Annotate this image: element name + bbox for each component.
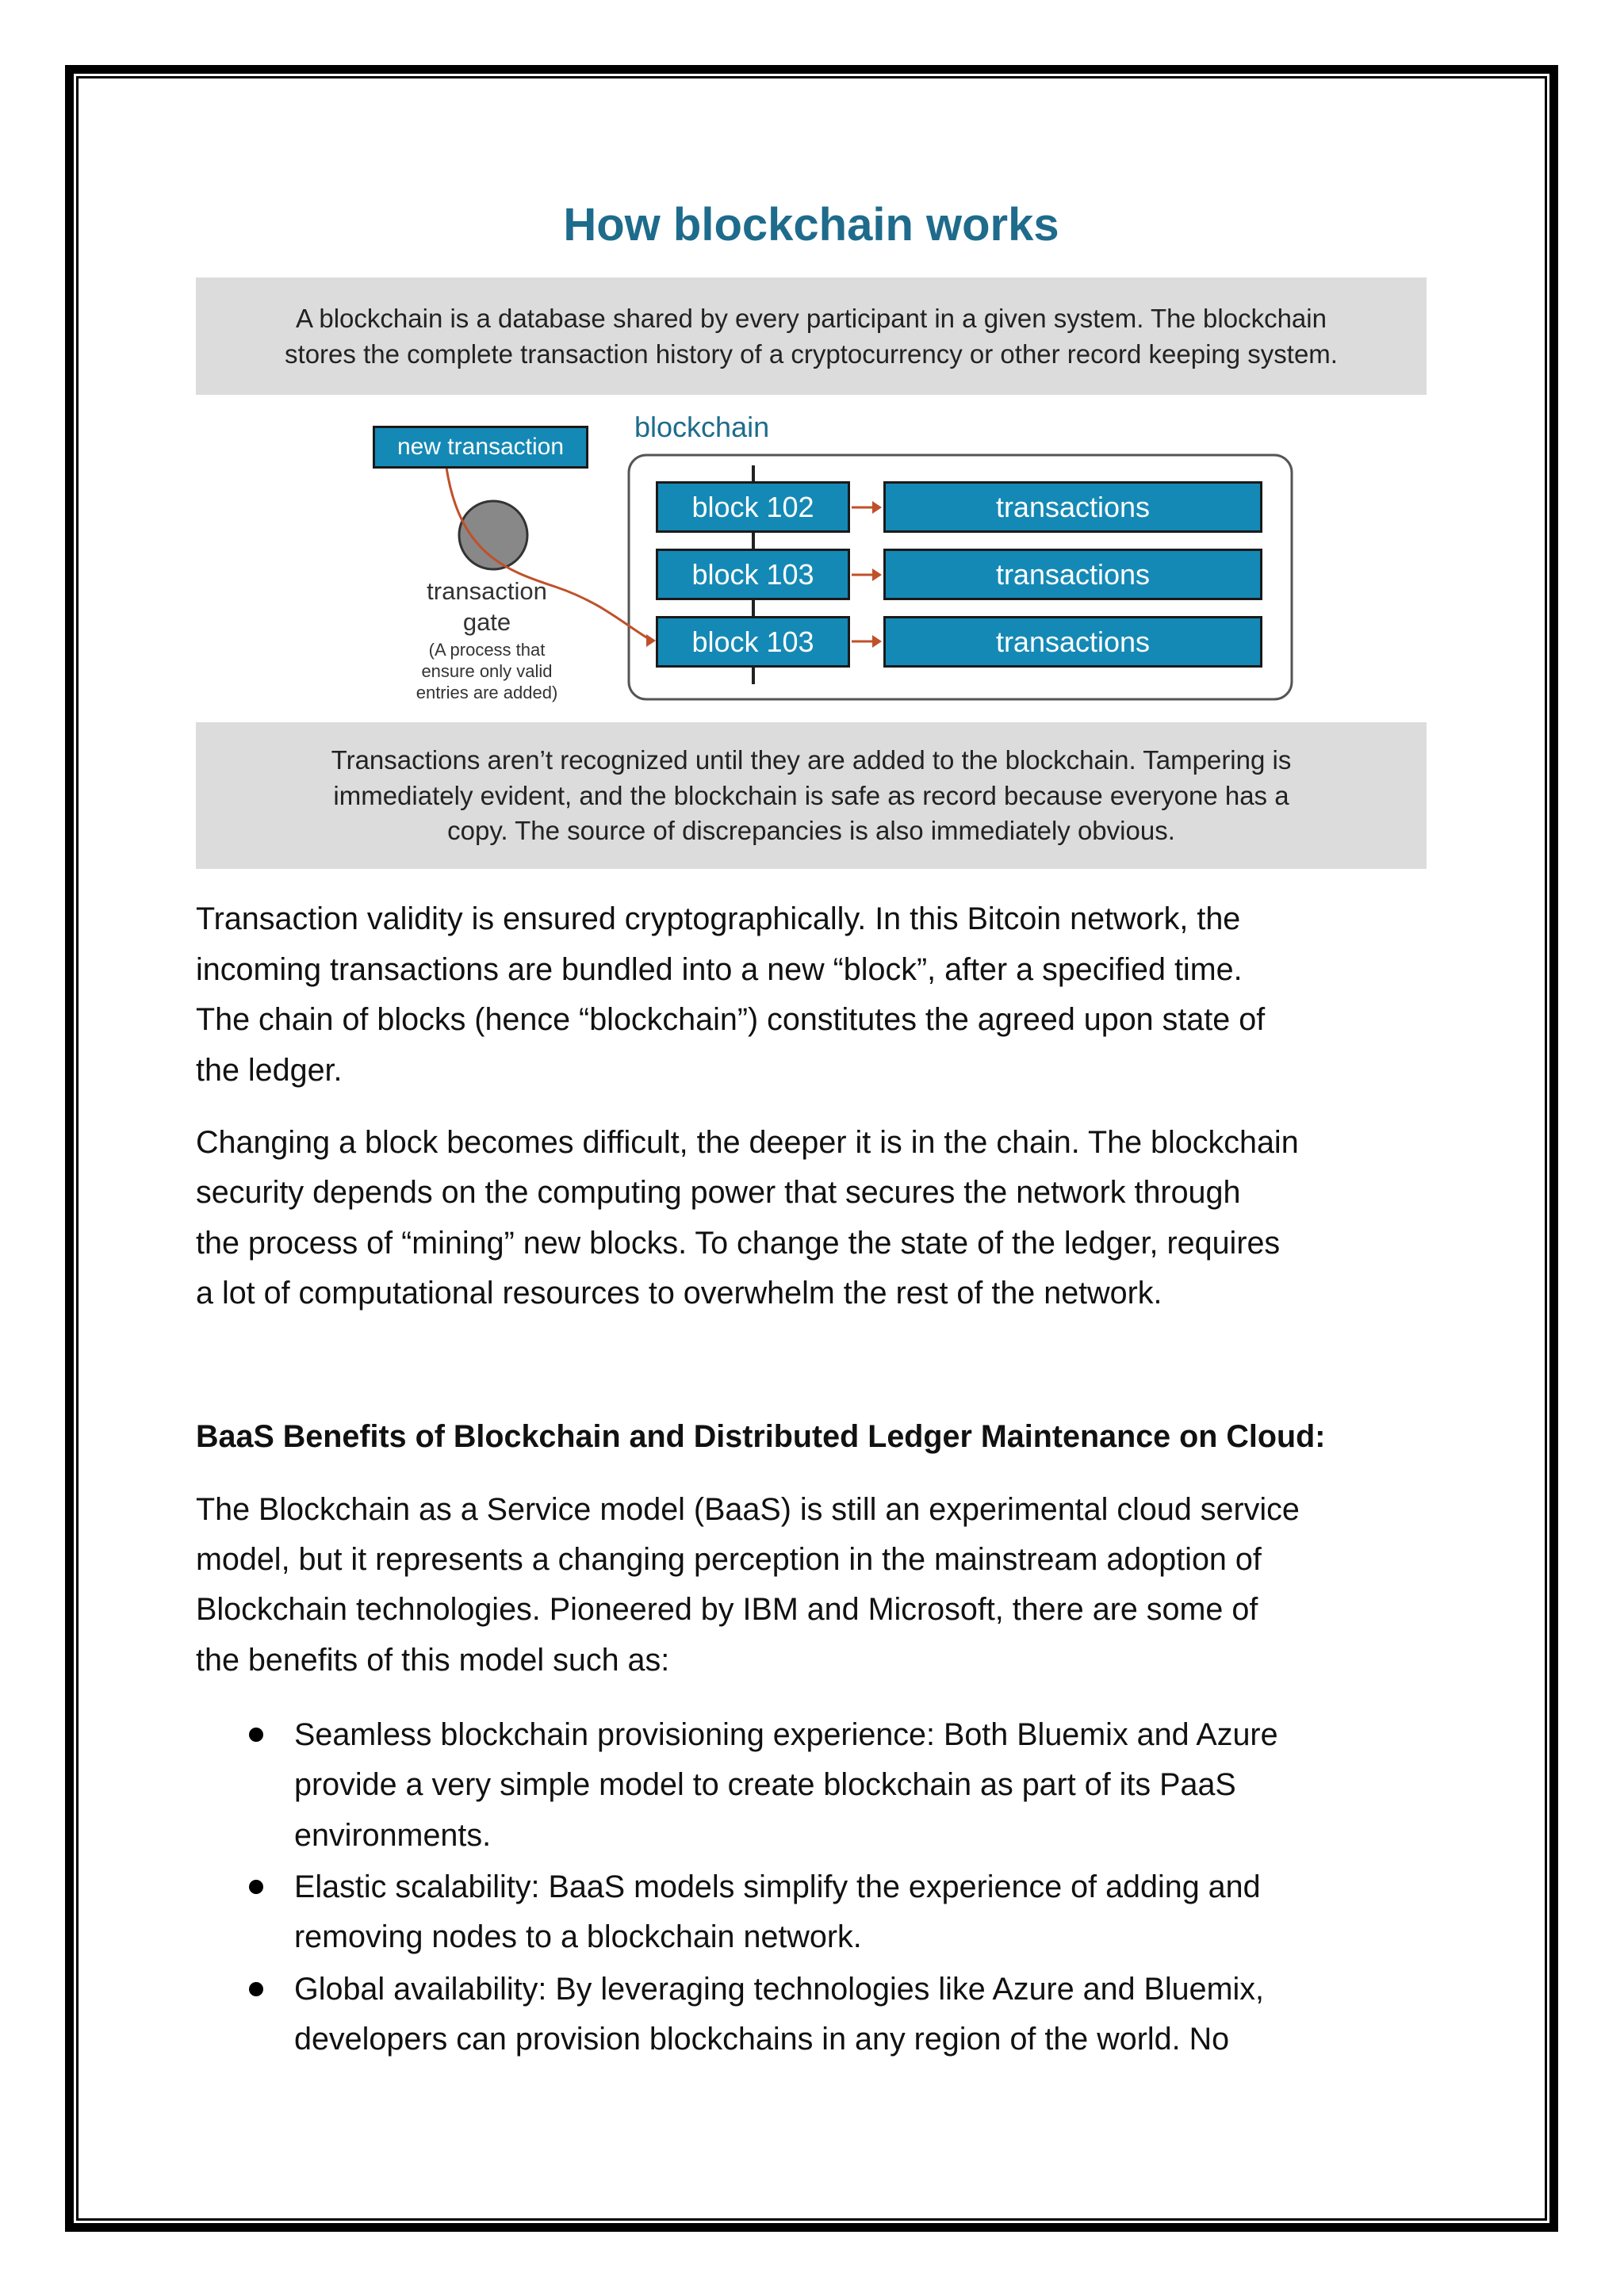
- footer-line: Transactions aren’t recognized until they are added to the blockchain. Tampering is: [331, 745, 1292, 775]
- gate-label: [400, 576, 574, 637]
- gate-label-line: gate: [462, 608, 511, 636]
- new-transaction-box: new transaction: [373, 426, 588, 469]
- text-line: Changing a block becomes difficult, the deeper it is in the chain. The blockchain: [196, 1125, 1299, 1160]
- block-box: block 103: [656, 549, 850, 600]
- block-box: block 102: [656, 481, 850, 533]
- gate-note-line: ensure only valid: [421, 661, 553, 681]
- transactions-box: transactions: [883, 481, 1262, 533]
- gate-label-line: transaction: [427, 577, 547, 605]
- text-line: Transaction validity is ensured cryptographically. In this Bitcoin network, the: [196, 901, 1241, 936]
- text-line: removing nodes to a blockchain network.: [294, 1919, 862, 1954]
- footer-line: immediately evident, and the blockchain is safe as record because everyone has a: [333, 781, 1289, 810]
- text-line: Global availability: By leveraging technologies like Azure and Bluemix,: [294, 1972, 1264, 2007]
- text-line: the ledger.: [196, 1053, 343, 1088]
- text-line: security depends on the computing power that secures the network through: [196, 1175, 1241, 1210]
- block-box: block 103: [656, 616, 850, 668]
- text-line: developers can provision blockchains in any region of the world. No: [294, 2022, 1230, 2057]
- intro-line: stores the complete transaction history of a cryptocurrency or other record keeping system.: [285, 339, 1338, 369]
- diagram-title: How blockchain works: [563, 199, 1059, 251]
- bullet-icon: [249, 1728, 263, 1742]
- intro-line: A blockchain is a database shared by every participant in a given system. The blockchain: [296, 304, 1327, 333]
- section-heading: BaaS Benefits of Blockchain and Distributed Ledger Maintenance on Cloud:: [196, 1419, 1326, 1454]
- text-line: Blockchain technologies. Pioneered by IBM and Microsoft, there are some of: [196, 1592, 1258, 1627]
- text-line: The chain of blocks (hence “blockchain”) constitutes the agreed upon state of: [196, 1002, 1266, 1037]
- transactions-box: transactions: [883, 549, 1262, 600]
- bullet-icon: [249, 1982, 263, 1996]
- gate-note-line: (A process that: [428, 640, 546, 660]
- text-line: environments.: [294, 1818, 492, 1853]
- blockchain-label: blockchain: [634, 411, 770, 443]
- text-line: provide a very simple model to create blockchain as part of its PaaS: [294, 1767, 1236, 1802]
- text-line: Seamless blockchain provisioning experience: Both Bluemix and Azure: [294, 1717, 1278, 1752]
- text-line: a lot of computational resources to overwhelm the rest of the network.: [196, 1276, 1162, 1311]
- text-line: the process of “mining” new blocks. To change the state of the ledger, requires: [196, 1226, 1281, 1261]
- text-line: the benefits of this model such as:: [196, 1643, 670, 1678]
- text-line: model, but it represents a changing perception in the mainstream adoption of: [196, 1542, 1262, 1577]
- gate-note: [400, 639, 574, 703]
- gate-note-line: entries are added): [416, 683, 558, 702]
- bullet-icon: [249, 1880, 263, 1894]
- footer-line: copy. The source of discrepancies is also immediately obvious.: [447, 816, 1175, 845]
- text-line: The Blockchain as a Service model (BaaS) is still an experimental cloud service: [196, 1492, 1300, 1527]
- text-line: Elastic scalability: BaaS models simplify the experience of adding and: [294, 1869, 1261, 1904]
- transactions-box: transactions: [883, 616, 1262, 668]
- text-line: incoming transactions are bundled into a new “block”, after a specified time.: [196, 952, 1243, 987]
